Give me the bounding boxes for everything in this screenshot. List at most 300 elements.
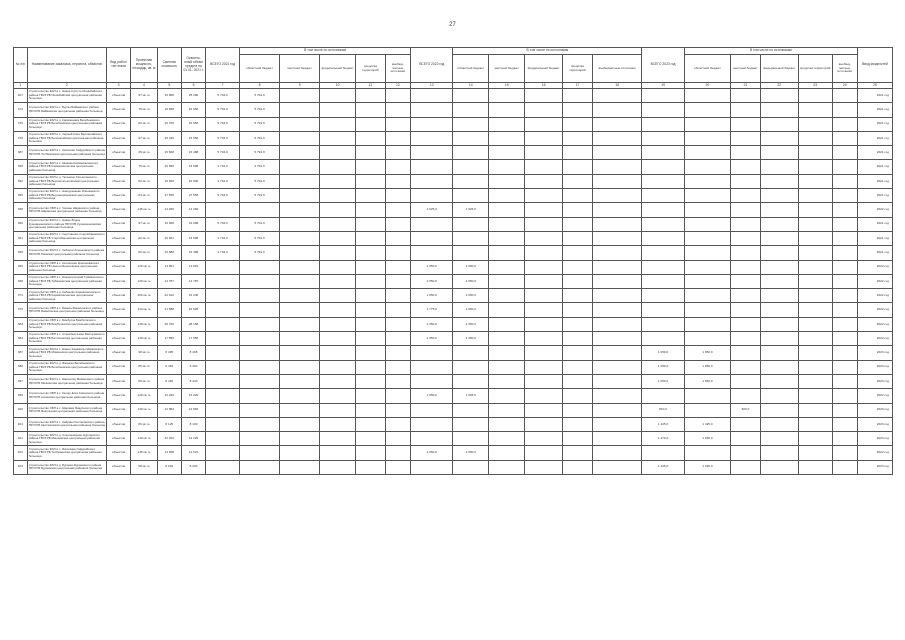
cell-empty bbox=[525, 146, 563, 160]
cell-empty bbox=[592, 89, 642, 103]
cell-mb23 bbox=[731, 303, 761, 317]
cell-empty bbox=[592, 289, 642, 303]
cell-name: Строительство ФАП в д. Ямансаз Белебеевского района ГБУЗ РБ Белебеевская центральная районная больница bbox=[27, 360, 106, 374]
cell-empty bbox=[320, 389, 356, 403]
cell-empty bbox=[832, 346, 857, 360]
cell-empty bbox=[832, 89, 857, 103]
cell-empty bbox=[356, 203, 386, 217]
cell-empty bbox=[760, 403, 798, 417]
table-row bbox=[14, 160, 893, 174]
cell-empty bbox=[563, 346, 593, 360]
table-row bbox=[14, 103, 893, 117]
cell-t21 bbox=[206, 260, 240, 274]
cell-ob21 bbox=[239, 317, 279, 331]
cell-empty bbox=[592, 274, 642, 288]
cell-empty bbox=[489, 332, 525, 346]
cell-empty bbox=[280, 117, 320, 131]
cell-cost: 15 601 bbox=[157, 231, 181, 245]
cell-empty bbox=[832, 103, 857, 117]
cell-name: Строительство ФАП в с. Новоуразаево Илишевского района ГБУЗ РБ Верхнеяркеевская центральная районная больница bbox=[27, 189, 106, 203]
col-number: 20 bbox=[684, 83, 730, 89]
cell-done: 14 787 bbox=[181, 274, 205, 288]
cell-t23 bbox=[642, 389, 684, 403]
cell-type: объектов bbox=[106, 289, 130, 303]
cell-empty bbox=[798, 303, 832, 317]
cell-ob23: 1 425,0 bbox=[684, 417, 730, 431]
cell-t23 bbox=[642, 274, 684, 288]
cell-cost: 8 494 bbox=[157, 360, 181, 374]
cell-cap: 98 кв. м bbox=[131, 346, 157, 360]
cell-empty bbox=[832, 389, 857, 403]
cell-t22 bbox=[411, 374, 453, 388]
cell-empty bbox=[385, 146, 410, 160]
cell-no: 384 bbox=[14, 332, 28, 346]
cell-empty bbox=[320, 246, 356, 260]
cell-done: 15 928 bbox=[181, 303, 205, 317]
cell-no: 399 bbox=[14, 389, 28, 403]
cell-empty bbox=[525, 332, 563, 346]
cell-ob22: 2 050,0 bbox=[453, 260, 489, 274]
cell-empty bbox=[356, 131, 386, 145]
cell-empty bbox=[760, 203, 798, 217]
cell-no: 395 bbox=[14, 189, 28, 203]
cell-ob22 bbox=[453, 189, 489, 203]
cell-empty bbox=[489, 117, 525, 131]
cell-empty bbox=[280, 374, 320, 388]
cell-empty bbox=[563, 260, 593, 274]
cell-empty bbox=[832, 303, 857, 317]
cell-empty bbox=[320, 446, 356, 460]
cell-empty bbox=[489, 174, 525, 188]
cell-mb23 bbox=[731, 103, 761, 117]
cell-name: Строительство ФАП в с. Салихово Гафурийского района ГБУЗ РБ Толбазинская центральная районная больница bbox=[27, 146, 106, 160]
cell-empty bbox=[592, 346, 642, 360]
cell-ob21: 5 794,0 bbox=[239, 231, 279, 245]
cell-empty bbox=[320, 217, 356, 231]
cell-type: объектов bbox=[106, 346, 130, 360]
cell-empty bbox=[489, 131, 525, 145]
cell-empty bbox=[563, 203, 593, 217]
header-col-24: внебюд-жетные источники bbox=[832, 55, 857, 83]
cell-empty bbox=[798, 360, 832, 374]
cell-empty bbox=[280, 460, 320, 474]
header-col-19: ВСЕГО 2023 год bbox=[642, 48, 684, 83]
cell-empty bbox=[280, 303, 320, 317]
cell-empty bbox=[385, 231, 410, 245]
cell-name: Строительство ФАП в с. Янгискаин Гафурийского района ГБУЗ РБ Толбазинская центральная районная больница bbox=[27, 446, 106, 460]
col-number: 4 bbox=[131, 83, 157, 89]
cell-empty bbox=[320, 160, 356, 174]
cell-ob22 bbox=[453, 417, 489, 431]
cell-done: 8 440 bbox=[181, 374, 205, 388]
cell-cost: 15 828 bbox=[157, 146, 181, 160]
cell-empty bbox=[563, 317, 593, 331]
cell-empty bbox=[489, 217, 525, 231]
cell-empty bbox=[525, 317, 563, 331]
cell-empty bbox=[798, 274, 832, 288]
cell-mb23 bbox=[731, 332, 761, 346]
cell-t21: 4 794,0 bbox=[206, 231, 240, 245]
table-row bbox=[14, 317, 893, 331]
cell-mb23 bbox=[731, 217, 761, 231]
cell-empty bbox=[385, 189, 410, 203]
cell-empty bbox=[280, 217, 320, 231]
cell-no: 401 bbox=[14, 432, 28, 446]
cell-t23: 1 050,0 bbox=[642, 374, 684, 388]
cell-empty bbox=[320, 203, 356, 217]
cell-empty bbox=[760, 289, 798, 303]
cell-empty bbox=[525, 389, 563, 403]
cell-t22 bbox=[411, 346, 453, 360]
cell-empty bbox=[356, 103, 386, 117]
col-number: 24 bbox=[832, 83, 857, 89]
cell-year: 2023 год bbox=[857, 403, 892, 417]
cell-empty bbox=[489, 403, 525, 417]
cell-t22: 2 350,0 bbox=[411, 317, 453, 331]
cell-empty bbox=[798, 189, 832, 203]
cell-cost: 17 550 bbox=[157, 332, 181, 346]
cell-cost: 12 884 bbox=[157, 403, 181, 417]
cell-cost: 22 610 bbox=[157, 289, 181, 303]
cell-ob21 bbox=[239, 389, 279, 403]
cell-no: 371 bbox=[14, 289, 28, 303]
cell-empty bbox=[280, 274, 320, 288]
cell-empty bbox=[760, 374, 798, 388]
cell-empty bbox=[760, 274, 798, 288]
cell-empty bbox=[832, 189, 857, 203]
cell-done: 15 488 bbox=[181, 146, 205, 160]
cell-no: 390 bbox=[14, 160, 28, 174]
table-row bbox=[14, 174, 893, 188]
table-row bbox=[14, 131, 893, 145]
cell-empty bbox=[798, 103, 832, 117]
cell-cost: 14 260 bbox=[157, 203, 181, 217]
cell-ob21 bbox=[239, 403, 279, 417]
cell-t22 bbox=[411, 246, 453, 260]
cell-t23 bbox=[642, 260, 684, 274]
cell-type: объектов bbox=[106, 389, 130, 403]
cell-ob23 bbox=[684, 160, 730, 174]
cell-empty bbox=[320, 103, 356, 117]
cell-name: Строительство ФАП в д. Бураево Бураевского района ГБУЗ РБ Бураевская центральная районная больница bbox=[27, 460, 106, 474]
table-row bbox=[14, 146, 893, 160]
cell-empty bbox=[592, 117, 642, 131]
cell-t22 bbox=[411, 131, 453, 145]
cell-empty bbox=[563, 403, 593, 417]
cell-t22 bbox=[411, 89, 453, 103]
cell-empty bbox=[489, 89, 525, 103]
cell-empty bbox=[385, 317, 410, 331]
cell-empty bbox=[525, 303, 563, 317]
cell-empty bbox=[489, 317, 525, 331]
cell-empty bbox=[832, 403, 857, 417]
cell-ob22 bbox=[453, 103, 489, 117]
cell-empty bbox=[489, 346, 525, 360]
header-group-2021: В том числе по источникам bbox=[239, 48, 410, 55]
cell-name: Строительство ФАП в с. Сайрано Калтасинского района ГБУЗ РБ Калтасинская центральная районная больница bbox=[27, 417, 106, 431]
cell-no: 383 bbox=[14, 317, 28, 331]
header-col-20: областной бюджет bbox=[684, 55, 730, 83]
cell-empty bbox=[798, 89, 832, 103]
cell-empty bbox=[356, 374, 386, 388]
cell-mb23 bbox=[731, 274, 761, 288]
cell-empty bbox=[563, 146, 593, 160]
cell-ob21 bbox=[239, 417, 279, 431]
cell-ob23 bbox=[684, 117, 730, 131]
cell-cap: 85 кв. м bbox=[131, 360, 157, 374]
cell-mb23 bbox=[731, 131, 761, 145]
cell-empty bbox=[798, 160, 832, 174]
cell-done: 25 280 bbox=[181, 89, 205, 103]
col-number: 14 bbox=[453, 83, 489, 89]
cell-empty bbox=[798, 117, 832, 131]
cell-empty bbox=[525, 203, 563, 217]
cell-empty bbox=[280, 346, 320, 360]
col-number: 13 bbox=[411, 83, 453, 89]
cell-year: 2023 год bbox=[857, 460, 892, 474]
cell-name: Строительство ФАП в с. Нарыштау Миякинского района ГБУЗ РБ Миякинская центральная районная больница bbox=[27, 374, 106, 388]
cell-t23 bbox=[642, 289, 684, 303]
cell-type: объектов bbox=[106, 217, 130, 231]
cell-t22: 2 050,0 bbox=[411, 446, 453, 460]
cell-ob22: 2 050,0 bbox=[453, 446, 489, 460]
cell-t23: 1 470,0 bbox=[642, 432, 684, 446]
cell-empty bbox=[798, 217, 832, 231]
cell-ob21: 5 794,0 bbox=[239, 117, 279, 131]
cell-empty bbox=[489, 360, 525, 374]
cell-cost: 12 220 bbox=[157, 389, 181, 403]
cell-empty bbox=[798, 203, 832, 217]
cell-ob22 bbox=[453, 432, 489, 446]
cell-ob23 bbox=[684, 103, 730, 117]
cell-empty bbox=[320, 417, 356, 431]
col-number: 11 bbox=[356, 83, 386, 89]
cell-empty bbox=[832, 417, 857, 431]
cell-empty bbox=[760, 231, 798, 245]
cell-empty bbox=[320, 274, 356, 288]
cell-mb23 bbox=[731, 146, 761, 160]
table-row bbox=[14, 217, 893, 231]
table-row bbox=[14, 203, 893, 217]
cell-mb23 bbox=[731, 246, 761, 260]
cell-empty bbox=[385, 289, 410, 303]
cell-done: 12 884 bbox=[181, 403, 205, 417]
cell-ob21: 5 794,0 bbox=[239, 146, 279, 160]
cell-cost: 8 204 bbox=[157, 460, 181, 474]
cell-empty bbox=[832, 131, 857, 145]
cell-empty bbox=[592, 231, 642, 245]
cell-done: 14 260 bbox=[181, 203, 205, 217]
header-col-16: федеральный бюджет bbox=[525, 55, 563, 83]
table-row bbox=[14, 303, 893, 317]
cell-t23 bbox=[642, 174, 684, 188]
cell-t21 bbox=[206, 274, 240, 288]
cell-empty bbox=[320, 89, 356, 103]
cell-mb23: 820,0 bbox=[731, 403, 761, 417]
cell-empty bbox=[525, 174, 563, 188]
cell-cap: 82 кв. м bbox=[131, 231, 157, 245]
cell-empty bbox=[760, 332, 798, 346]
cell-mb23 bbox=[731, 446, 761, 460]
cell-ob21 bbox=[239, 303, 279, 317]
cell-ob23 bbox=[684, 231, 730, 245]
cell-ob22 bbox=[453, 231, 489, 245]
col-number: 21 bbox=[731, 83, 761, 89]
cell-cap: 140 кв. м bbox=[131, 403, 157, 417]
cell-cost: 15 900 bbox=[157, 174, 181, 188]
cell-t22 bbox=[411, 160, 453, 174]
cell-empty bbox=[280, 246, 320, 260]
cell-empty bbox=[356, 317, 386, 331]
table-row bbox=[14, 446, 893, 460]
cell-empty bbox=[320, 317, 356, 331]
cell-ob23: 1 425,0 bbox=[684, 460, 730, 474]
cell-t22: 1 650,0 bbox=[411, 389, 453, 403]
cell-empty bbox=[798, 146, 832, 160]
cell-empty bbox=[832, 332, 857, 346]
cell-empty bbox=[760, 217, 798, 231]
cell-empty bbox=[356, 403, 386, 417]
cell-name: Строительство ФАП в с. Казанка Кармаскалинского района ГБУЗ РБ Кармаскалинская центральная районная больница bbox=[27, 160, 106, 174]
cell-no: 397 bbox=[14, 374, 28, 388]
cell-empty bbox=[320, 174, 356, 188]
cell-t22 bbox=[411, 417, 453, 431]
cell-empty bbox=[592, 417, 642, 431]
cell-empty bbox=[563, 446, 593, 460]
table-row bbox=[14, 246, 893, 260]
cell-t22 bbox=[411, 174, 453, 188]
cell-cap: 120 кв. м bbox=[131, 274, 157, 288]
cell-t23 bbox=[642, 131, 684, 145]
cell-empty bbox=[489, 189, 525, 203]
cell-done: 15 550 bbox=[181, 131, 205, 145]
cell-empty bbox=[592, 303, 642, 317]
cell-t23 bbox=[642, 303, 684, 317]
cell-ob21 bbox=[239, 446, 279, 460]
cell-empty bbox=[489, 246, 525, 260]
header-col-13: ВСЕГО 2022 год bbox=[411, 48, 453, 83]
cell-mb23 bbox=[731, 389, 761, 403]
cell-cost: 14 801 bbox=[157, 260, 181, 274]
cell-type: объектов bbox=[106, 231, 130, 245]
cell-ob21 bbox=[239, 346, 279, 360]
cell-t23 bbox=[642, 246, 684, 260]
cell-type: объектов bbox=[106, 89, 130, 103]
cell-t22: 1 775,0 bbox=[411, 303, 453, 317]
cell-cap: 84 кв. м bbox=[131, 189, 157, 203]
cell-ob23: 1 050,0 bbox=[684, 374, 730, 388]
cell-mb23 bbox=[731, 360, 761, 374]
cell-empty bbox=[356, 360, 386, 374]
cell-empty bbox=[280, 89, 320, 103]
cell-t23 bbox=[642, 146, 684, 160]
cell-empty bbox=[563, 417, 593, 431]
table-row bbox=[14, 274, 893, 288]
cell-empty bbox=[832, 246, 857, 260]
cell-no: 388 bbox=[14, 360, 28, 374]
cell-cost: 15 808 bbox=[157, 89, 181, 103]
cell-empty bbox=[798, 460, 832, 474]
cell-empty bbox=[832, 217, 857, 231]
cell-empty bbox=[798, 432, 832, 446]
col-number: 5 bbox=[157, 83, 181, 89]
cell-empty bbox=[385, 246, 410, 260]
cell-cost: 15 588 bbox=[157, 246, 181, 260]
cell-empty bbox=[798, 332, 832, 346]
cell-empty bbox=[798, 260, 832, 274]
cell-t22: 2 050,0 bbox=[411, 274, 453, 288]
cell-empty bbox=[832, 117, 857, 131]
table-row bbox=[14, 403, 893, 417]
cell-empty bbox=[489, 446, 525, 460]
cell-t23 bbox=[642, 317, 684, 331]
cell-t22: 2 350,0 bbox=[411, 332, 453, 346]
cell-name: Строительство ФАП в с. Бурлы Баймакского района ГБУЗ РБ Баймакская центральная районная больница bbox=[27, 103, 106, 117]
cell-year: 2022 год bbox=[857, 389, 892, 403]
cell-empty bbox=[563, 360, 593, 374]
cell-empty bbox=[563, 432, 593, 446]
cell-t21 bbox=[206, 374, 240, 388]
cell-empty bbox=[320, 231, 356, 245]
cell-ob21: 5 794,0 bbox=[239, 89, 279, 103]
cell-empty bbox=[489, 231, 525, 245]
cell-empty bbox=[356, 246, 386, 260]
cell-year: 2023 год bbox=[857, 432, 892, 446]
cell-year: 2021 год bbox=[857, 89, 892, 103]
cell-empty bbox=[356, 260, 386, 274]
cell-empty bbox=[760, 103, 798, 117]
cell-done: 14 801 bbox=[181, 260, 205, 274]
cell-empty bbox=[356, 174, 386, 188]
cell-t23: 810,0 bbox=[642, 403, 684, 417]
cell-empty bbox=[525, 103, 563, 117]
cell-type: объектов bbox=[106, 417, 130, 431]
cell-no: 407 bbox=[14, 89, 28, 103]
cell-empty bbox=[385, 160, 410, 174]
cell-year: 2022 год bbox=[857, 203, 892, 217]
cell-empty bbox=[356, 446, 386, 460]
cell-ob22 bbox=[453, 146, 489, 160]
cell-empty bbox=[320, 374, 356, 388]
cell-empty bbox=[760, 417, 798, 431]
cell-done: 15 608 bbox=[181, 231, 205, 245]
cell-empty bbox=[280, 432, 320, 446]
cell-done: 8 495 bbox=[181, 346, 205, 360]
cell-empty bbox=[592, 174, 642, 188]
cell-empty bbox=[832, 360, 857, 374]
cell-empty bbox=[385, 203, 410, 217]
cell-empty bbox=[280, 403, 320, 417]
cell-empty bbox=[760, 89, 798, 103]
cell-t23 bbox=[642, 117, 684, 131]
cell-mb23 bbox=[731, 174, 761, 188]
cell-empty bbox=[489, 432, 525, 446]
cell-cost: 15 700 bbox=[157, 117, 181, 131]
cell-ob23: 1 050,0 bbox=[684, 346, 730, 360]
cell-ob22: 2 050,0 bbox=[453, 274, 489, 288]
cell-no: 366 bbox=[14, 260, 28, 274]
cell-ob22 bbox=[453, 346, 489, 360]
cell-empty bbox=[798, 389, 832, 403]
cell-name: Строительство ФАП в с. Новая Сургуте Ишимбайского района ГБУЗ РБ Ишимбайская центральная районная больница bbox=[27, 89, 106, 103]
cell-empty bbox=[525, 260, 563, 274]
cell-empty bbox=[385, 332, 410, 346]
col-number: 2 bbox=[27, 83, 106, 89]
cell-ob23 bbox=[684, 260, 730, 274]
cell-empty bbox=[592, 460, 642, 474]
cell-done: 15 600 bbox=[181, 174, 205, 188]
cell-cap: 200 кв. м bbox=[131, 289, 157, 303]
